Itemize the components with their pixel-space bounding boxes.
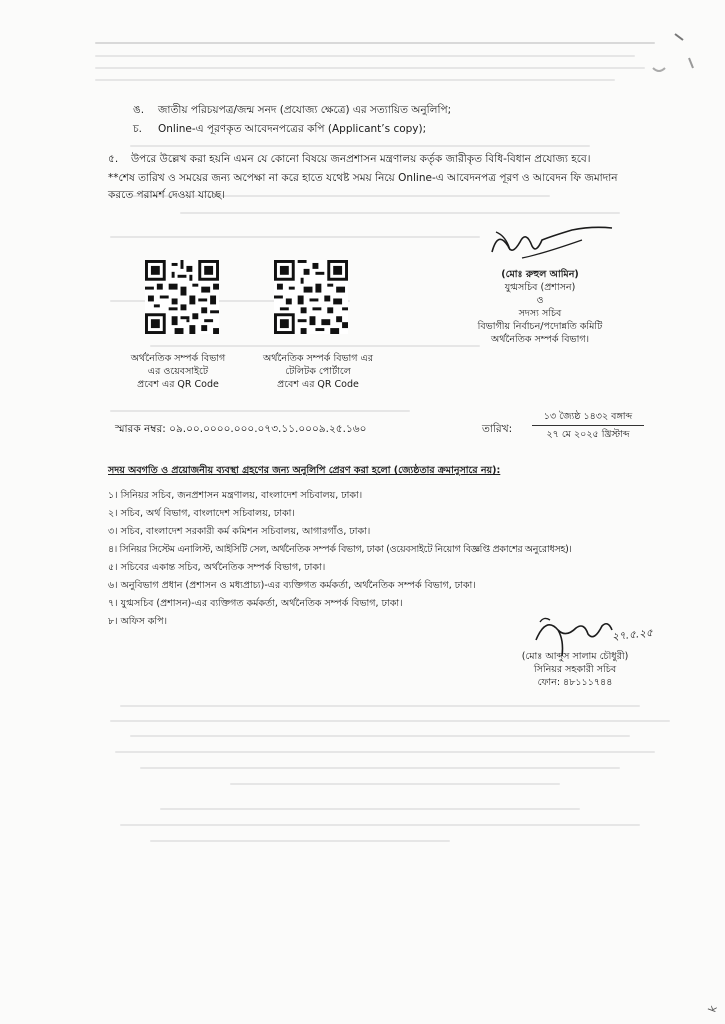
clause-5-text: উপরে উল্লেখ করা হয়নি এমন যে কোনো বিষয়ে জনপ্রশাসন মন্ত্রণালয় কর্তৃক জারীকৃত বিধি-বিধান প্রযোজ্য হবে। bbox=[131, 153, 591, 165]
website-qr-code bbox=[145, 260, 219, 334]
memo-date-label: তারিখ: bbox=[482, 423, 513, 435]
top-item-num: চ. bbox=[133, 123, 143, 135]
signatory-1-and: ও bbox=[536, 295, 544, 306]
qr2-caption-line: টেলিটক পোর্টালে bbox=[285, 366, 351, 377]
distribution-item: ৬। অনুবিভাগ প্রধান (প্রশাসন ও মধ্যপ্রাচ্য)-এর ব্যক্তিগত কর্মকর্তা, অর্থনৈতিক সম্পর্ক বিভাগ, ঢাকা। bbox=[108, 580, 476, 591]
margin-mark-icon bbox=[645, 28, 705, 83]
signatory-1-title: যুগ্মসচিব (প্রশাসন) bbox=[504, 282, 576, 293]
qr1-caption bbox=[108, 352, 248, 391]
signatory-1-role2: বিভাগীয় নির্বাচন/পদোন্নতি কমিটি bbox=[477, 321, 603, 332]
qr2-caption-line: প্রবেশ এর QR Code bbox=[277, 379, 359, 390]
qr1-caption-line: অর্থনৈতিক সম্পর্ক বিভাগ bbox=[130, 353, 226, 364]
note-line-2: করতে পরামর্শ দেওয়া যাচ্ছে। bbox=[108, 189, 225, 201]
signatory-2-block bbox=[485, 650, 665, 689]
date-divider bbox=[532, 425, 644, 426]
memo-number: স্মারক নম্বর: ০৯.০০.০০০০.০০০.০৭৩.১১.০০০৯.২৫.১৬০ bbox=[115, 423, 367, 435]
teletalk-portal-qr-code bbox=[274, 260, 348, 334]
signatory-1-role1: সদস্য সচিব bbox=[518, 308, 562, 319]
distribution-item: ২। সচিব, অর্থ বিভাগ, বাংলাদেশ সচিবালয়, ঢাকা। bbox=[108, 508, 295, 519]
signatory-1-name: (মোঃ রুহুল আমিন) bbox=[501, 269, 579, 280]
signed-date: ২৭.৫.২৫ bbox=[611, 626, 654, 644]
memo-date-english: ২৭ মে ২০২৫ খ্রিস্টাব্দ bbox=[546, 429, 630, 440]
note-line-1: **শেষ তারিখ ও সময়ের জন্য অপেক্ষা না করে হাতে যথেষ্ট সময় নিয়ে Online-এ আবেদনপত্র পূরণ ও আবেদন ফি জমাদান bbox=[108, 172, 618, 184]
memo-date-bangla: ১৩ জ্যৈষ্ঠ ১৪৩২ বঙ্গাব্দ bbox=[543, 411, 633, 422]
clause-5-num: ৫. bbox=[108, 153, 119, 165]
distribution-item: ৩। সচিব, বাংলাদেশ সরকারী কর্ম কমিশন সচিবালয়, আগারগাঁও, ঢাকা। bbox=[108, 526, 371, 537]
qr1-caption-line: এর ওয়েবসাইটে bbox=[147, 366, 209, 377]
qr1-caption-line: প্রবেশ এর QR Code bbox=[137, 379, 219, 390]
distribution-item: ৮। অফিস কপি। bbox=[108, 616, 167, 627]
top-item-num: ঙ. bbox=[133, 104, 145, 116]
signatory-2-name: (মোঃ আব্দুস সালাম চৌধুরী) bbox=[521, 651, 629, 662]
distribution-heading: সদয় অবগতি ও প্রয়োজনীয় ব্যবস্থা গ্রহণের জন্য অনুলিপি প্রেরণ করা হলো (জ্যেষ্ঠতার ক্রমানুসারে নয়): bbox=[108, 465, 501, 476]
top-item-text: জাতীয় পরিচয়পত্র/জন্ম সনদ (প্রযোজ্য ক্ষেত্রে) এর সত্যায়িত অনুলিপি; bbox=[158, 104, 452, 116]
signature-1-image bbox=[482, 222, 617, 274]
signatory-2-title: সিনিয়র সহকারী সচিব bbox=[533, 664, 617, 675]
signatory-2-phone: ফোন: ৪৮১১১৭৪৪ bbox=[537, 677, 613, 688]
signatory-1-block-lower bbox=[440, 320, 640, 346]
top-item-text: Online-এ পূরণকৃত আবেদনপত্রের কপি (Applicant’s copy); bbox=[158, 123, 427, 135]
signatory-1-block bbox=[470, 268, 610, 320]
distribution-item: ৫। সচিবের একান্ত সচিব, অর্থনৈতিক সম্পর্ক বিভাগ, ঢাকা। bbox=[108, 562, 326, 573]
signatory-1-office: অর্থনৈতিক সম্পর্ক বিভাগ। bbox=[491, 334, 589, 345]
qr2-caption bbox=[243, 352, 393, 391]
corner-mark: k bbox=[706, 1004, 720, 1014]
distribution-item: ৭। যুগ্মসচিব (প্রশাসন)-এর ব্যক্তিগত কর্মকর্তা, অর্থনৈতিক সম্পর্ক বিভাগ, ঢাকা। bbox=[108, 598, 403, 609]
distribution-item: ৪। সিনিয়র সিস্টেম এনালিস্ট, আইসিটি সেল, অর্থনৈতিক সম্পর্ক বিভাগ, ঢাকা (ওয়েবসাইটে নিয়োগ বিজ্ঞপ্তি প্রকাশের অনুরোধসহ)। bbox=[108, 544, 572, 555]
distribution-item: ১। সিনিয়র সচিব, জনপ্রশাসন মন্ত্রণালয়, বাংলাদেশ সচিবালয়, ঢাকা। bbox=[108, 490, 363, 501]
qr2-caption-line: অর্থনৈতিক সম্পর্ক বিভাগ এর bbox=[262, 353, 374, 364]
